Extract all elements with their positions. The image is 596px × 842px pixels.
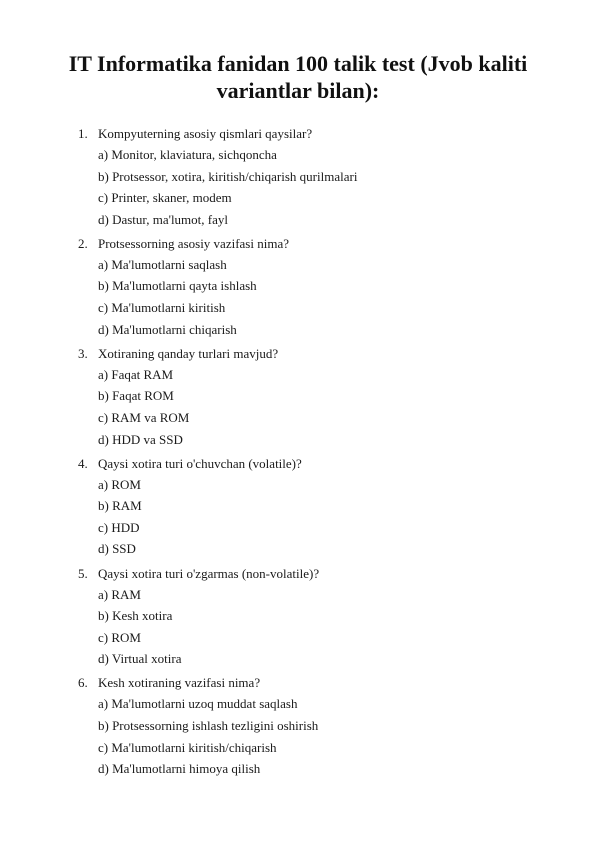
question-item [78,453,558,560]
option-d: d) SSD [98,541,136,557]
option-c: c) Printer, skaner, modem [98,190,232,206]
question-item [78,123,558,230]
option-d: d) HDD va SSD [98,431,183,447]
option-c: c) Ma'lumotlarni kiritish/chiqarish [98,739,277,755]
option-a: a) Ma'lumotlarni uzoq muddat saqlash [98,696,298,712]
option-c: c) ROM [98,629,141,645]
question-text: Xotiraning qanday turlari mavjud? [98,345,279,361]
option-list [78,254,558,340]
option-c: c) HDD [98,519,140,535]
option-b: b) Faqat ROM [98,388,174,404]
option-a: a) Ma'lumotlarni saqlash [98,256,227,272]
question-item [78,233,558,340]
option-b: b) Protsessor, xotira, kiritish/chiqarish qurilmalari [98,168,358,184]
question-line [78,563,558,584]
option-b: b) Kesh xotira [98,608,173,624]
option-d: d) Dastur, ma'lumot, fayl [98,211,228,227]
question-line [78,233,558,254]
option-a: a) Monitor, klaviatura, sichqoncha [98,147,277,162]
option-b: b) RAM [98,498,142,514]
option-a: a) Faqat RAM [98,366,174,382]
question-line [78,343,558,364]
option-b: b) Protsessorning ishlash tezligini oshirish [98,717,319,733]
question-number: 3. [78,345,88,361]
question-line [78,672,558,693]
question-number: 2. [78,235,88,251]
option-d: d) Ma'lumotlarni himoya qilish [98,761,261,777]
question-text: Qaysi xotira turi o'chuvchan (volatile)? [98,455,302,471]
option-list [78,144,558,230]
option-d: d) Virtual xotira [98,651,182,667]
option-a: a) ROM [98,476,141,492]
option-list [78,693,558,779]
question-item [78,343,558,450]
question-number: 5. [78,565,88,581]
question-text: Kesh xotiraning vazifasi nima? [98,675,261,691]
question-list [78,123,558,780]
option-c: c) RAM va ROM [98,409,190,425]
option-c: c) Ma'lumotlarni kiritish [98,300,226,316]
option-a: a) RAM [98,586,141,602]
question-line [78,453,558,474]
question-text: Qaysi xotira turi o'zgarmas (non-volatile)? [98,565,320,581]
question-line [78,123,558,144]
question-item [78,563,558,670]
question-text: Kompyuterning asosiy qismlari qaysilar? [98,126,313,141]
question-text: Protsessorning asosiy vazifasi nima? [98,235,289,251]
option-list [78,364,558,450]
option-list [78,474,558,560]
document-title: IT Informatika fanidan 100 talik test (Jvob kaliti variantlar bilan): [68,51,528,103]
option-d: d) Ma'lumotlarni chiqarish [98,321,237,337]
question-number: 6. [78,675,88,691]
option-list [78,584,558,670]
option-b: b) Ma'lumotlarni qayta ishlash [98,278,257,294]
question-item [78,672,558,779]
question-number: 4. [78,455,88,471]
question-number: 1. [78,126,88,141]
